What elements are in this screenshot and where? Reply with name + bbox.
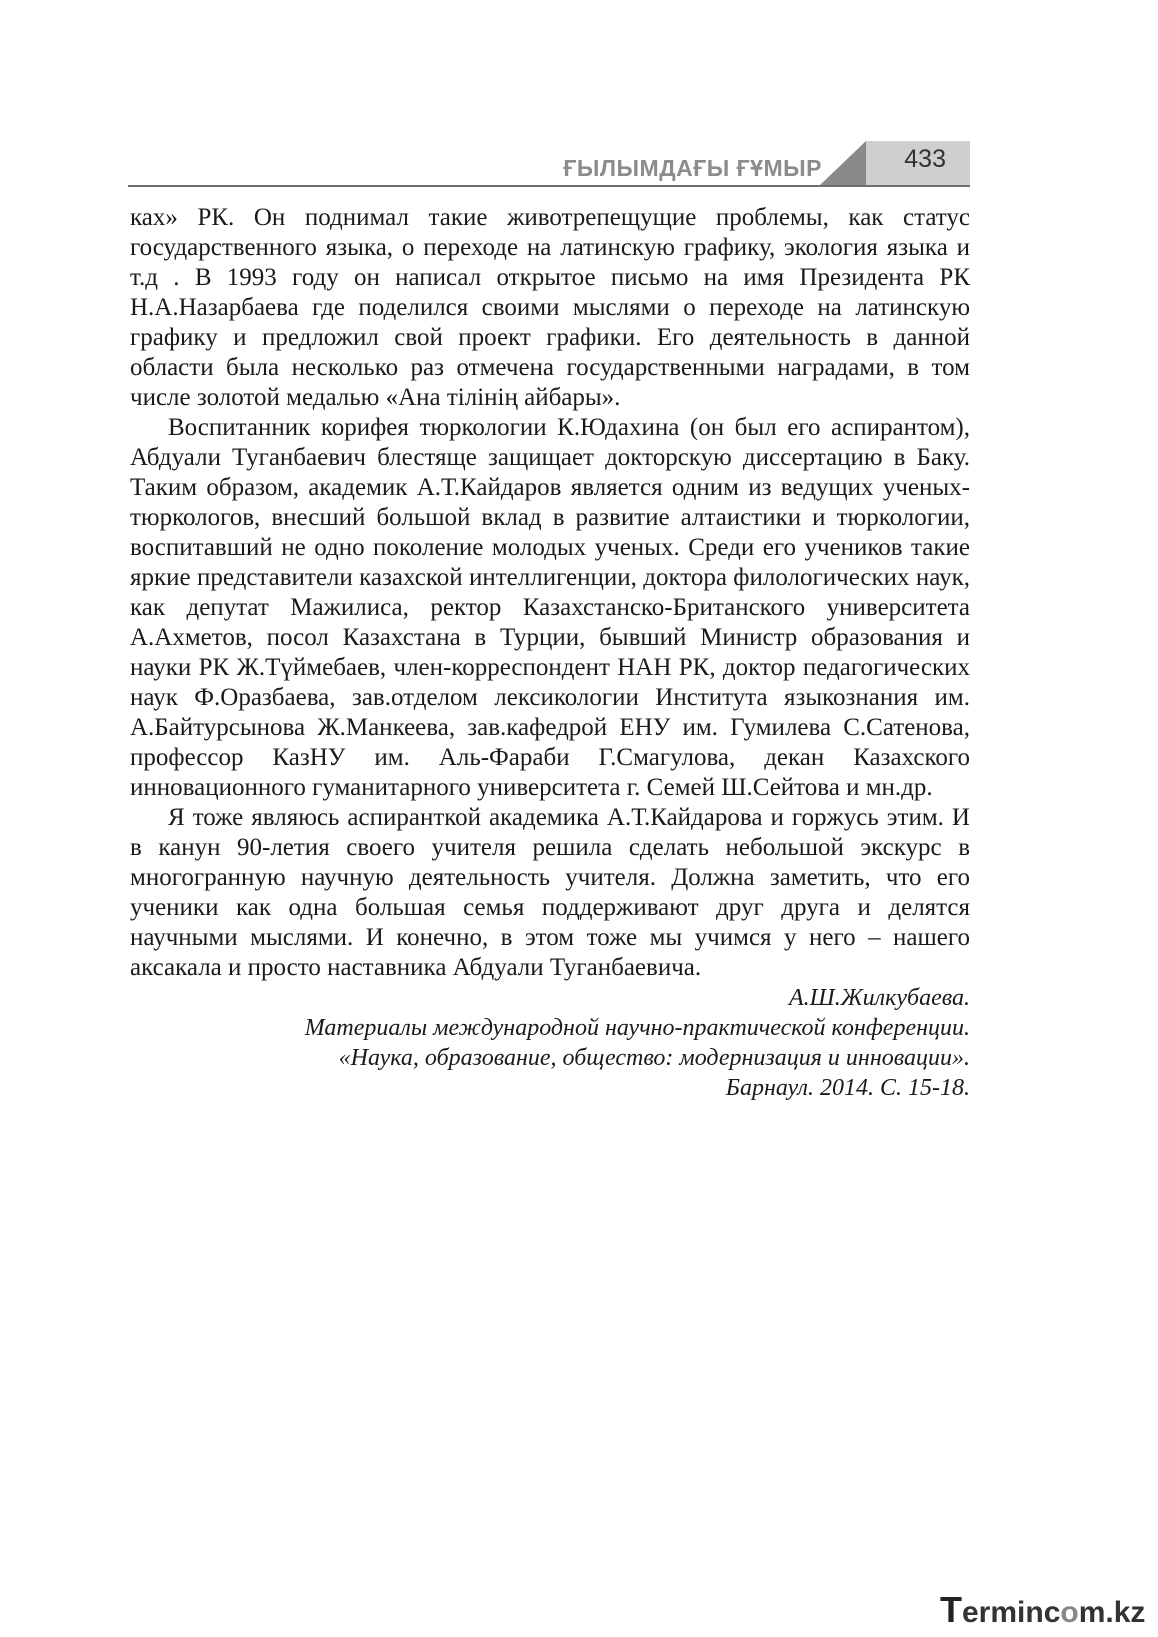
author-signature: А.Ш.Жилкубаева. [789, 985, 970, 1011]
section-title: ҒЫЛЫМДАҒЫ ҒҰМЫР [563, 155, 822, 181]
source-citation-line: Материалы международной научно-практической конференции. [304, 1015, 970, 1041]
watermark-text: erminc [962, 1596, 1061, 1629]
paragraph: Воспитанник корифея тюркологии К.Юдахина (он был его аспирантом), Абдуали Туганбаевич блестяще защищает докторскую диссертацию в Баку. Таким образом, академик А.Т.Кайдаров является одним из ведущих ученых- тюркологов, внесший большой вклад в развитие алтаистики и тюркологии, воспитавший не одно поколение молодых ученых. Среди его учеников такие яркие представители казахской интеллигенции, доктора филологических наук, как депутат Мажилиса, ректор Казахстанско-Британского университета А.Ахметов, посол Казахстана в Турции, бывший Министр образования и науки РК Ж.Түймебаев, член-корреспондент НАН РК, доктор педагогических наук Ф.Оразбаева, зав.отделом лексикологии Института языкознания им. А.Байтурсынова Ж.Манкеева, зав.кафедрой ЕНУ им. Гумилева С.Сатенова, профессор КазНУ им. Аль-Фараби Г.Смагулова, декан Казахского инновационного гуманитарного университета г. Семей Ш.Сейтова и мн.др. [130, 414, 970, 801]
paragraph: ках» РК. Он поднимал такие животрепещущие проблемы, как статус государственного языка, о переходе на латинскую графику, экология языка и т.д . В 1993 году он написал открытое письмо на имя Президента РК Н.А.Назарбаева где поделился своими мыслями о переходе на латинскую графику и предложил свой проект графики. Его деятельность в данной области была несколько раз отмечена государственными наградами, в том числе золотой медалью «Ана тілінің айбары». [130, 204, 970, 411]
magnifier-icon: o [1060, 1596, 1079, 1629]
termincom-watermark-logo [940, 1589, 1146, 1630]
article-body [130, 203, 970, 1103]
watermark-text: m.kz [1078, 1596, 1146, 1629]
page-number: 433 [904, 145, 946, 173]
source-citation-line: Барнаул. 2014. С. 15-18. [725, 1075, 970, 1101]
paragraph: Я тоже являюсь аспиранткой академика А.Т.Кайдарова и горжусь этим. И в канун 90-летия своего учителя решила сделать небольшой экскурс в многогранную научную деятельность учителя. Должна заметить, что его ученики как одна большая семья поддерживают друг друга и делятся научными мыслями. И конечно, в этом тоже мы учимся у него – нашего аксакала и просто наставника Абдуали Туганбаевича. [130, 804, 970, 981]
watermark-letter: T [940, 1589, 962, 1630]
page-number-tab [820, 141, 970, 185]
running-header [128, 139, 970, 187]
source-citation-line: «Наука, образование, общество: модернизация и инновации». [338, 1045, 970, 1071]
header-rule [128, 185, 970, 187]
